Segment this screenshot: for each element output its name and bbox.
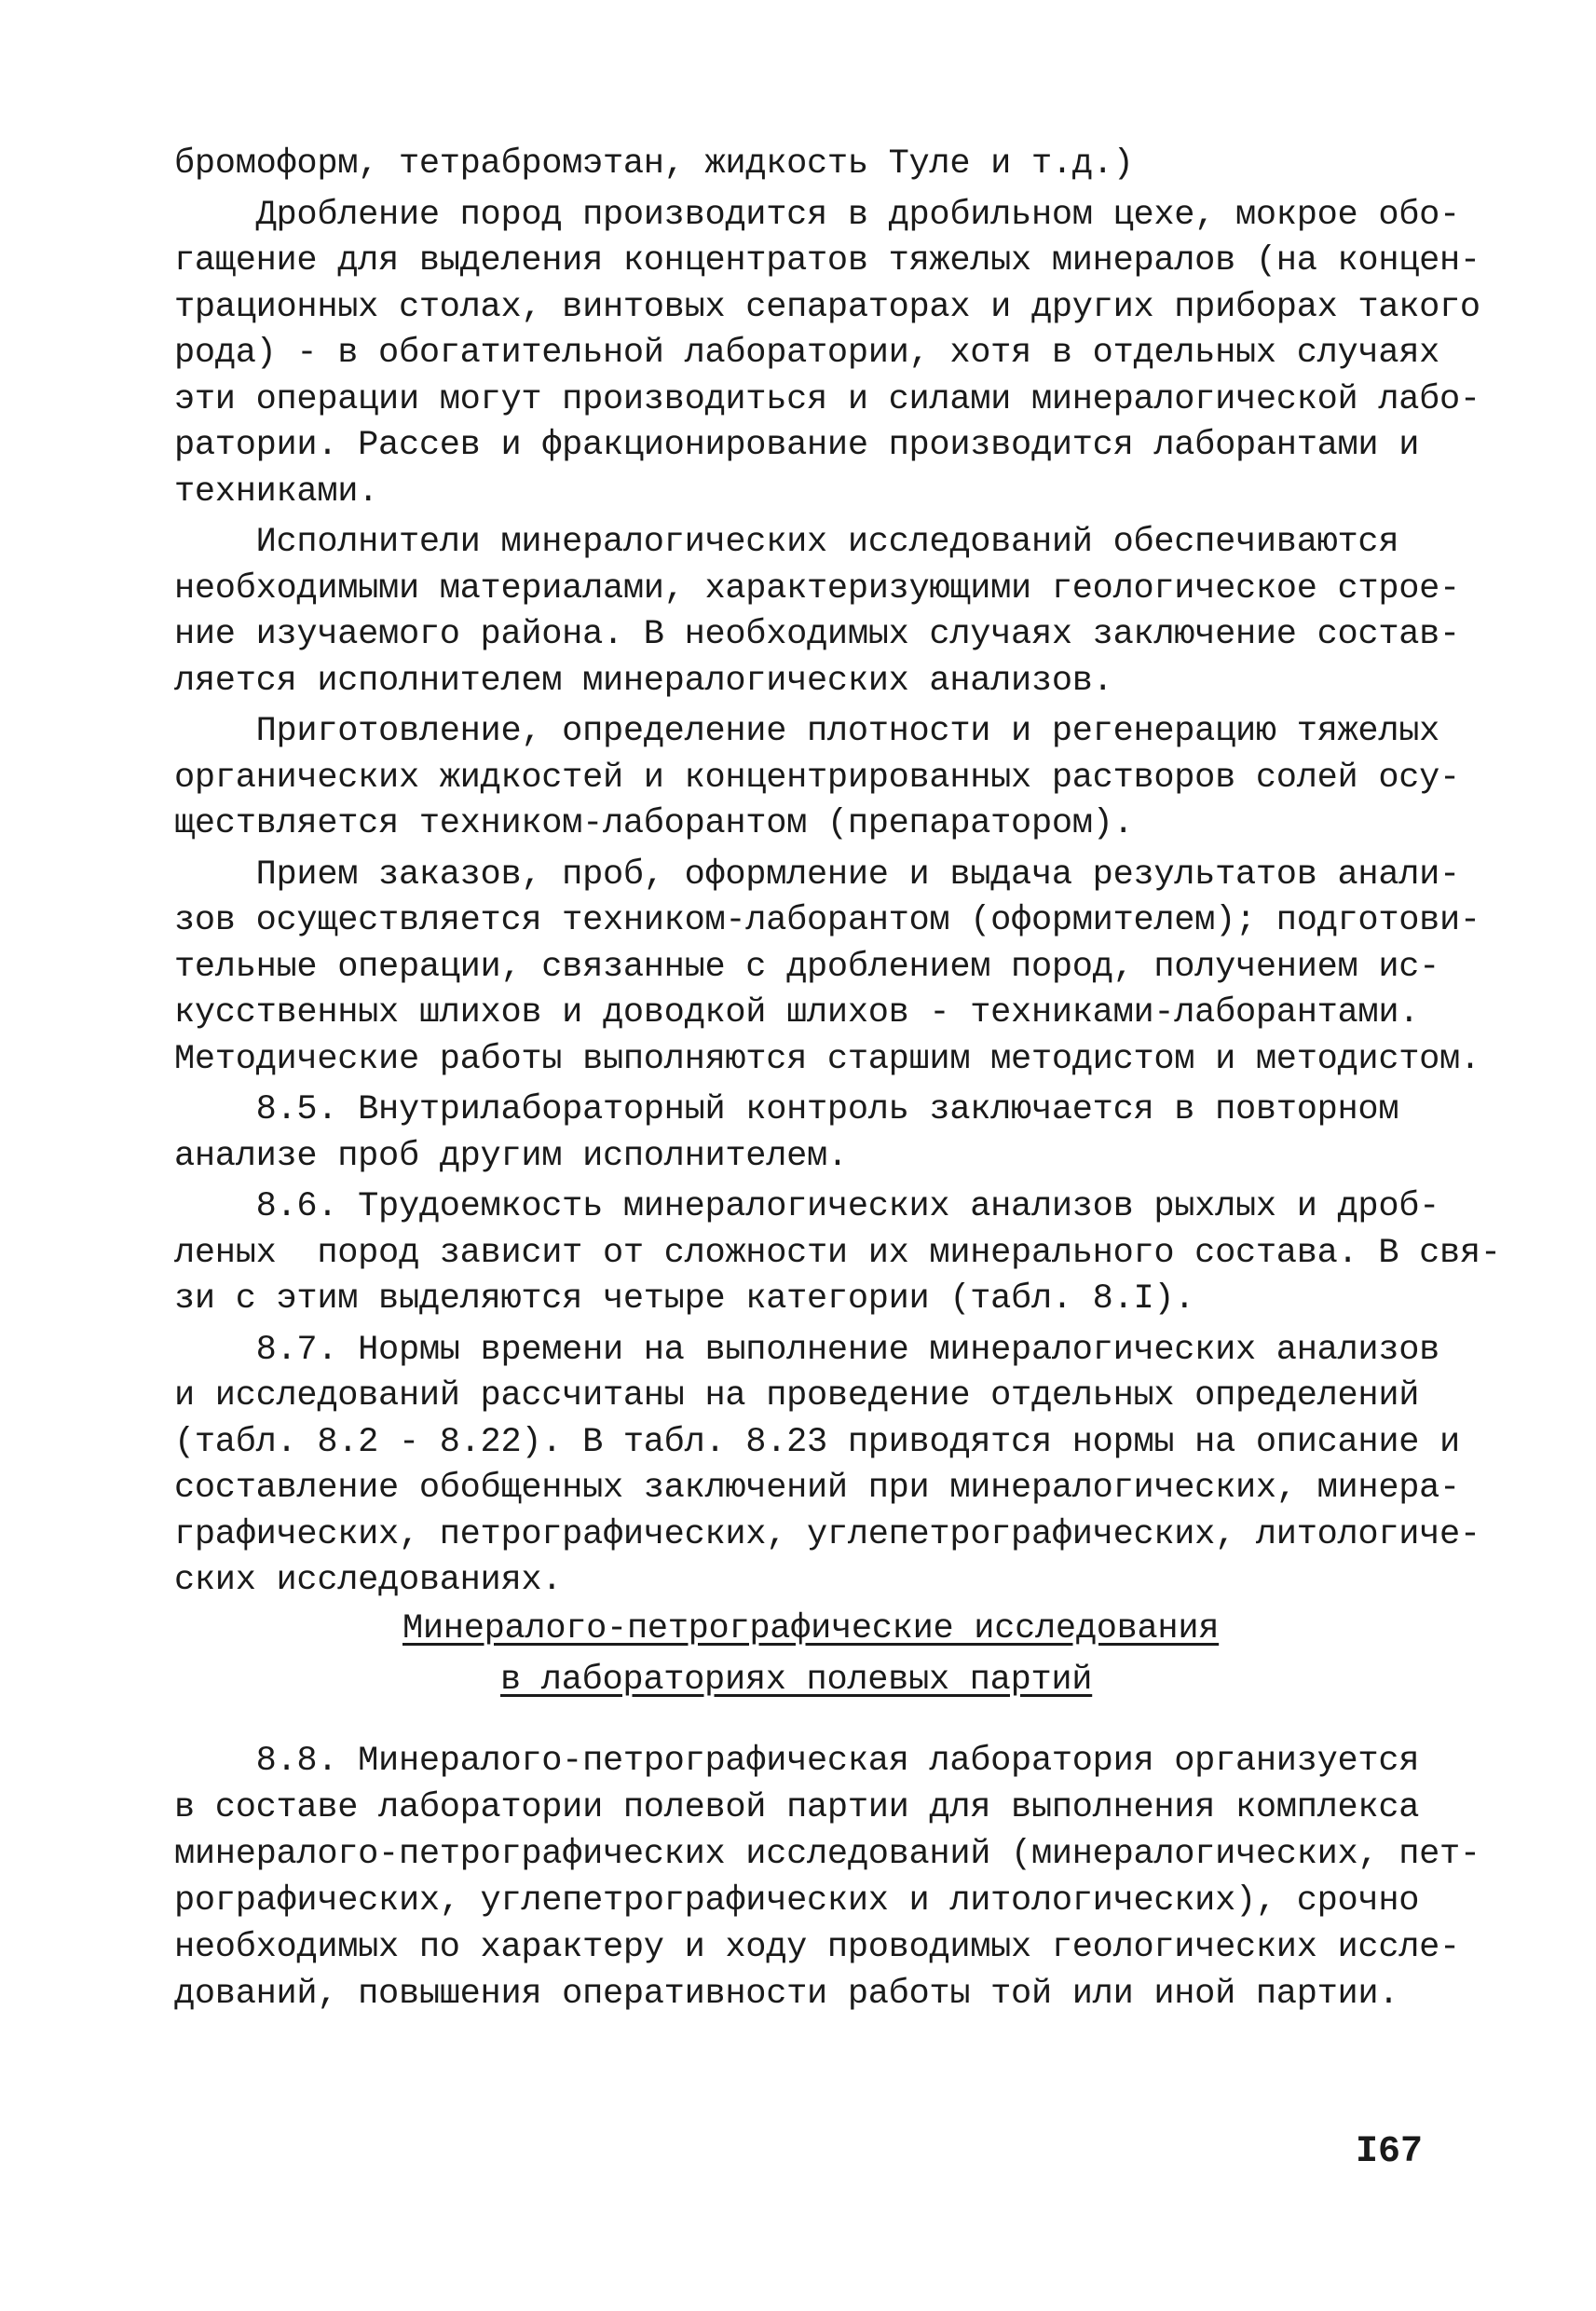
text-line: и исследований рассчитаны на проведение отдельных определений (174, 1376, 1420, 1415)
text-line: Методические работы выполняются старшим методистом и методистом. (174, 1039, 1480, 1079)
text-line: ратории. Рассев и фракционирование производится лаборантами и (174, 426, 1420, 465)
text-line: трационных столах, винтовых сепараторах и других приборах такого (174, 287, 1480, 327)
text-line: Приготовление, определение плотности и регенерацию тяжелых (174, 712, 1440, 751)
text-line: ние изучаемого района. В необходимых случаях заключение состав- (174, 615, 1460, 654)
text-line: рода) - в обогатительной лаборатории, хотя в отдельных случаях (174, 334, 1440, 373)
text-line: (табл. 8.2 - 8.22). В табл. 8.23 приводятся нормы на описание и (174, 1422, 1460, 1462)
text-line: Исполнители минералогических исследований обеспечиваются (174, 523, 1399, 562)
text-line: Дробление пород производится в дробильном цехе, мокрое обо- (174, 195, 1460, 235)
text-line: эти операции могут производиться и силами минералогической лабо- (174, 379, 1480, 419)
text-line: в составе лаборатории полевой партии для выполнения комплекса (174, 1788, 1420, 1827)
heading-line: Минералого-петрографические исследования (402, 1609, 1220, 1648)
text-line: 8.7. Нормы времени на выполнение минералогических анализов (174, 1330, 1440, 1370)
text-line: тельные операции, связанные с дроблением пород, получением ис- (174, 947, 1440, 987)
text-line: 8.5. Внутрилабораторный контроль заключается в повторном (174, 1090, 1399, 1129)
text-line: органических жидкостей и концентрированных растворов солей осу- (174, 758, 1460, 798)
text-line: зов осуществляется техником-лаборантом (оформителем); подготови- (174, 901, 1480, 940)
text-line: ществляется техником-лаборантом (препаратором). (174, 804, 1134, 843)
text-line: необходимыми материалами, характеризующими геологическое строе- (174, 568, 1460, 609)
text-line: ляется исполнителем минералогических анализов. (174, 661, 1113, 701)
text-line: рографических, углепетрографических и литологических), срочно (174, 1881, 1420, 1921)
page-number: I67 (1356, 2131, 1424, 2173)
text-line: гащение для выделения концентратов тяжелых минералов (на концен- (174, 241, 1480, 280)
text-line: бромоформ, тетрабромэтан, жидкость Туле и т.д.) (174, 144, 1134, 184)
text-line: ских исследованиях. (174, 1561, 563, 1600)
text-line: леных пород зависит от сложности их минерального состава. В свя- (174, 1233, 1501, 1273)
text-line: 8.8. Минералого-петрографическая лаборатория организуется (174, 1742, 1420, 1781)
text-line: графических, петрографических, углепетрографических, литологиче- (174, 1514, 1480, 1554)
text-line: зи с этим выделяются четыре категории (табл. 8.I). (174, 1279, 1195, 1319)
text-line: анализе проб другим исполнителем. (174, 1136, 848, 1176)
text-line: техниками. (174, 472, 379, 512)
text-line: дований, повышения оперативности работы той или иной партии. (174, 1975, 1399, 2014)
text-line: минералого-петрографических исследований (минералогических, пет- (174, 1835, 1480, 1874)
text-line: кусственных шлихов и доводкой шлихов - техниками-лаборантами. (174, 993, 1420, 1032)
text-line: необходимых по характеру и ходу проводимых геологических иссле- (174, 1928, 1460, 1967)
heading-line: в лабораториях полевых партий (500, 1661, 1093, 1700)
text-line: Прием заказов, проб, оформление и выдача результатов анали- (174, 855, 1460, 895)
text-line: 8.6. Трудоемкость минералогических анализов рыхлых и дроб- (174, 1187, 1440, 1226)
text-line: составление обобщенных заключений при минералогических, минера- (174, 1469, 1460, 1508)
